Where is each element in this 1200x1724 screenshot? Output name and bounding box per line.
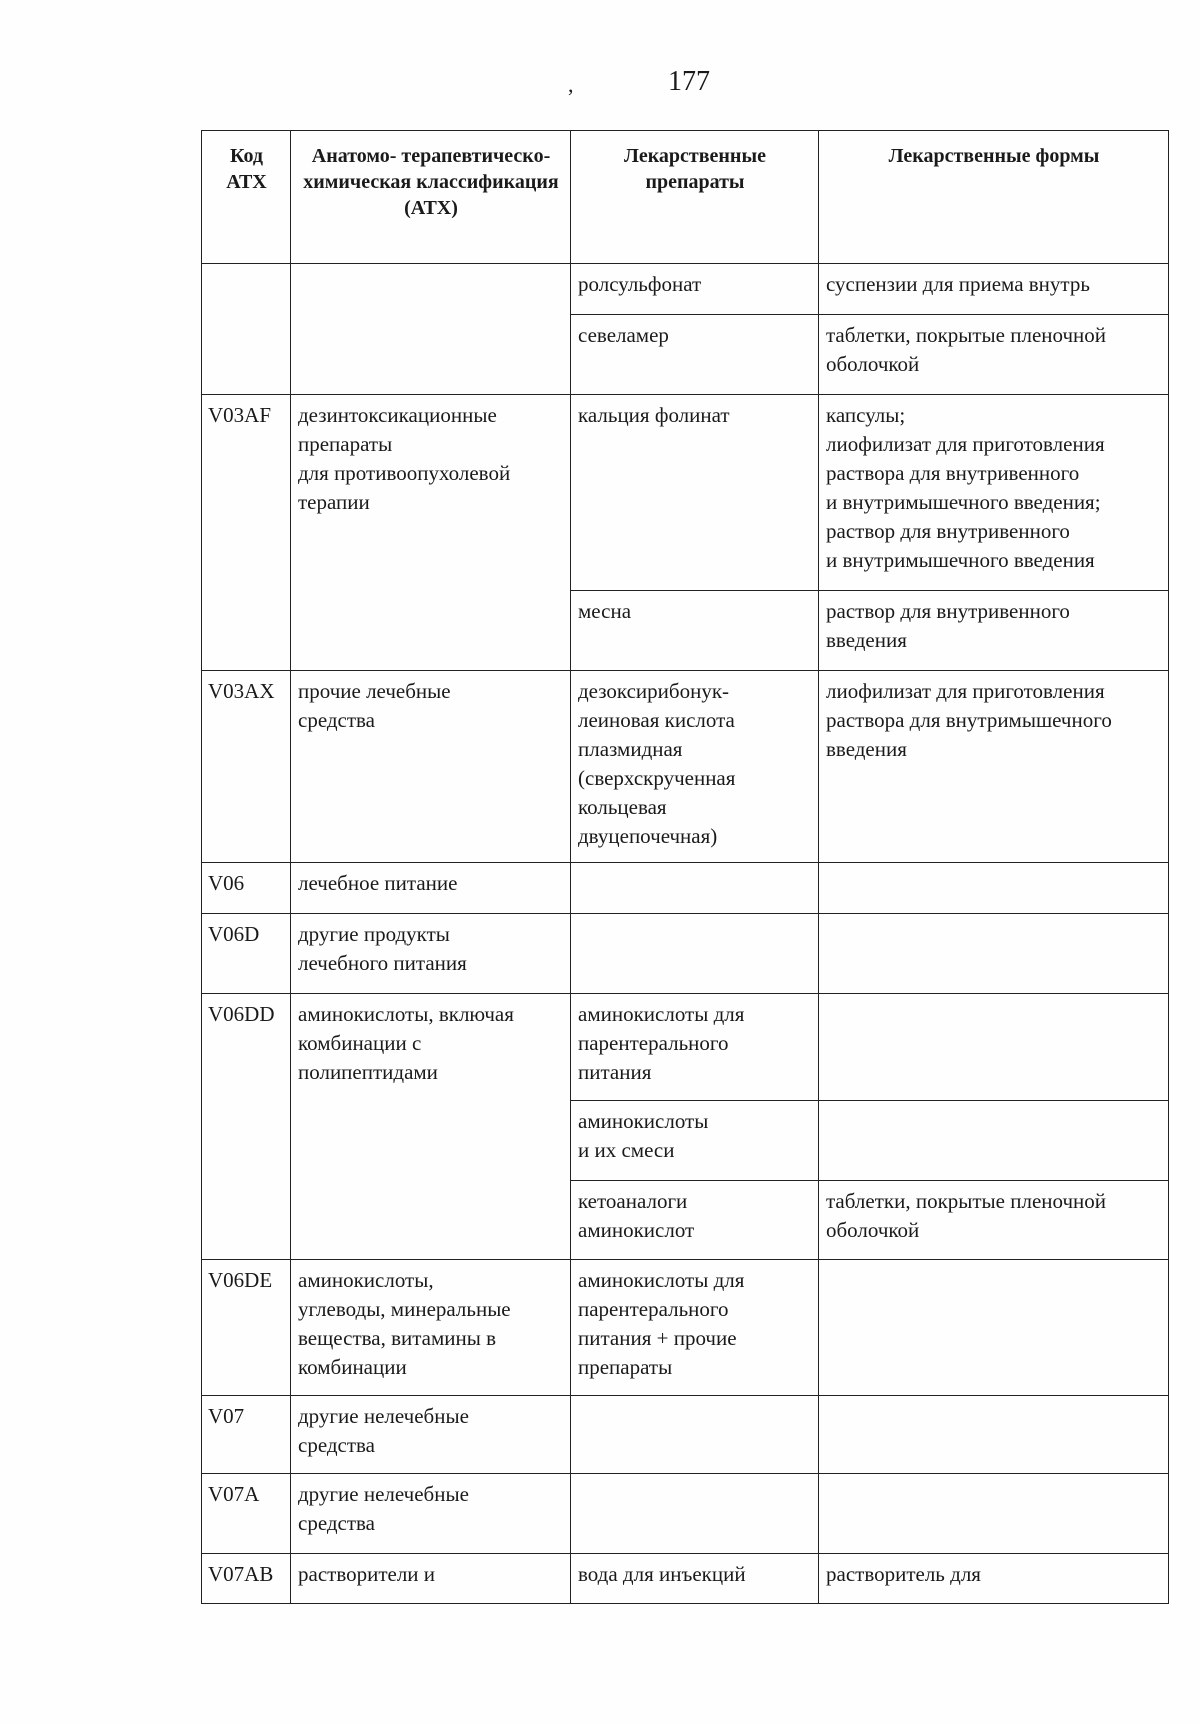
cell-classification: дезинтоксикационные препараты для противоопухолевой терапии xyxy=(291,395,571,671)
atx-table xyxy=(201,130,1169,1604)
scan-mark: , xyxy=(568,72,574,97)
cell-code: V07AB xyxy=(202,1554,291,1604)
cell-classification: лечебное питание xyxy=(291,863,571,914)
cell-drug: кальция фолинат xyxy=(571,395,819,591)
cell-code: V06D xyxy=(202,914,291,994)
cell-code: V06DE xyxy=(202,1260,291,1396)
cell-code xyxy=(202,264,291,395)
table-row xyxy=(202,1260,1169,1396)
cell-classification: растворители и xyxy=(291,1554,571,1604)
table-row xyxy=(202,395,1169,591)
cell-code: V03AX xyxy=(202,671,291,863)
cell-drug: аминокислоты и их смеси xyxy=(571,1101,819,1181)
cell-classification: другие нелечебные средства xyxy=(291,1396,571,1474)
cell-form: лиофилизат для приготовления раствора для внутримышечного введения xyxy=(819,671,1169,863)
cell-drug: севеламер xyxy=(571,315,819,395)
table-row xyxy=(202,264,1169,315)
cell-form: раствор для внутривенного введения xyxy=(819,591,1169,671)
cell-code: V06DD xyxy=(202,994,291,1260)
cell-classification: другие продукты лечебного питания xyxy=(291,914,571,994)
cell-form xyxy=(819,1101,1169,1181)
table-row xyxy=(202,994,1169,1101)
cell-code: V06 xyxy=(202,863,291,914)
cell-drug xyxy=(571,863,819,914)
cell-classification: другие нелечебные средства xyxy=(291,1474,571,1554)
cell-code: V07A xyxy=(202,1474,291,1554)
table-row xyxy=(202,914,1169,994)
cell-form xyxy=(819,914,1169,994)
cell-code: V03AF xyxy=(202,395,291,671)
cell-drug: аминокислоты для парентерального питания + прочие препараты xyxy=(571,1260,819,1396)
header-code: Код АТХ xyxy=(202,131,291,264)
cell-classification: аминокислоты, углеводы, минеральные вещества, витамины в комбинации xyxy=(291,1260,571,1396)
page-number: 177 xyxy=(668,66,710,97)
table-row xyxy=(202,1554,1169,1604)
table-row xyxy=(202,863,1169,914)
cell-form: суспензии для приема внутрь xyxy=(819,264,1169,315)
cell-code: V07 xyxy=(202,1396,291,1474)
cell-form xyxy=(819,1474,1169,1554)
cell-drug: вода для инъекций xyxy=(571,1554,819,1604)
cell-drug: ролсульфонат xyxy=(571,264,819,315)
cell-drug xyxy=(571,1474,819,1554)
cell-classification xyxy=(291,264,571,395)
cell-form: растворитель для xyxy=(819,1554,1169,1604)
cell-drug xyxy=(571,914,819,994)
cell-drug: дезоксирибонук- леиновая кислота плазмидная (сверхскрученная кольцевая двуцепочечная) xyxy=(571,671,819,863)
header-drugs: Лекарственные препараты xyxy=(571,131,819,264)
table-header-row xyxy=(202,131,1169,264)
cell-form: таблетки, покрытые пленочной оболочкой xyxy=(819,1181,1169,1260)
cell-drug: аминокислоты для парентерального питания xyxy=(571,994,819,1101)
table-row xyxy=(202,1396,1169,1474)
cell-form xyxy=(819,994,1169,1101)
header-forms: Лекарственные формы xyxy=(819,131,1169,264)
cell-form: капсулы; лиофилизат для приготовления раствора для внутривенного и внутримышечного введения; раствор для внутривенного и внутримышечного введения xyxy=(819,395,1169,591)
cell-form xyxy=(819,863,1169,914)
cell-form xyxy=(819,1396,1169,1474)
cell-form: таблетки, покрытые пленочной оболочкой xyxy=(819,315,1169,395)
cell-form xyxy=(819,1260,1169,1396)
table-row xyxy=(202,1474,1169,1554)
header-classification: Анатомо- терапевтическо- химическая классификация (АТХ) xyxy=(291,131,571,264)
table-row xyxy=(202,671,1169,863)
cell-drug xyxy=(571,1396,819,1474)
cell-drug: месна xyxy=(571,591,819,671)
cell-classification: аминокислоты, включая комбинации с полипептидами xyxy=(291,994,571,1260)
cell-drug: кетоаналоги аминокислот xyxy=(571,1181,819,1260)
cell-classification: прочие лечебные средства xyxy=(291,671,571,863)
